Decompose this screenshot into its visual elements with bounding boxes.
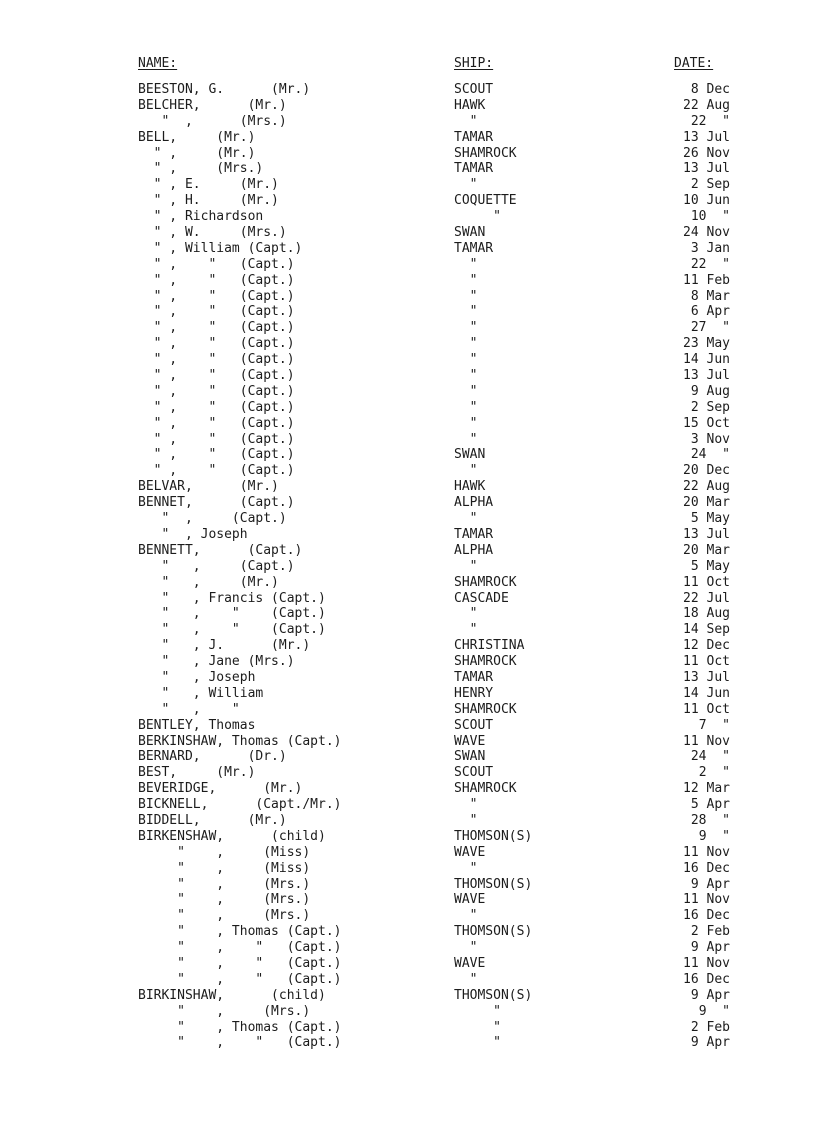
name-cell: " , (Capt.) [138, 511, 287, 527]
name-cell: " , " (Capt.) [138, 415, 295, 431]
table-row [0, 225, 816, 241]
name-cell: " , (Mr.) [138, 574, 279, 590]
date-cell: 8 Dec [690, 82, 730, 97]
date-cell: 16 Dec [683, 908, 730, 924]
date-cell: 6 Apr [690, 304, 730, 320]
table-row [0, 400, 816, 416]
table-row [0, 797, 816, 813]
date-cell: 13 Jul [683, 161, 730, 177]
table-row [0, 734, 816, 750]
ship-cell: SHAMROCK [454, 654, 517, 670]
ship-cell: CHRISTINA [454, 638, 525, 654]
table-row [0, 622, 816, 638]
ship-cell: " [454, 797, 478, 813]
date-cell: 13 Jul [683, 129, 730, 145]
name-cell: " , Richardson [138, 209, 264, 225]
table-row [0, 479, 816, 495]
date-cell: 11 Oct [683, 654, 730, 670]
ship-cell: " [454, 415, 478, 431]
name-cell: " , " (Capt.) [138, 288, 295, 304]
name-cell: " , (Mrs.) [138, 876, 311, 892]
table-row [0, 591, 816, 607]
name-cell: BELCHER, (Mr.) [138, 97, 287, 113]
name-cell: BENNETT, (Capt.) [138, 542, 303, 558]
date-cell: 22 Aug [683, 97, 730, 113]
ship-cell: " [454, 256, 478, 272]
table-row [0, 686, 816, 702]
name-cell: " , W. (Mrs.) [138, 225, 287, 241]
ship-cell: " [454, 336, 478, 352]
date-cell: 24 " [690, 447, 730, 463]
name-cell: BEVERIDGE, (Mr.) [138, 781, 303, 797]
date-cell: 15 Oct [683, 415, 730, 431]
name-cell: " , " (Capt.) [138, 447, 295, 463]
table-row [0, 432, 816, 448]
table-row [0, 638, 816, 654]
ship-cell: COQUETTE [454, 193, 517, 209]
date-cell: 11 Nov [683, 844, 730, 860]
name-cell: " , Thomas (Capt.) [138, 924, 342, 940]
date-cell: 5 Apr [690, 797, 730, 813]
ship-cell: WAVE [454, 892, 486, 908]
date-cell: 24 Nov [683, 225, 730, 241]
name-cell: BELL, (Mr.) [138, 129, 256, 145]
table-row [0, 114, 816, 130]
ship-cell: SHAMROCK [454, 574, 517, 590]
ship-cell: " [454, 606, 478, 622]
date-cell: 10 " [690, 209, 730, 225]
name-cell: " , (Mrs.) [138, 908, 311, 924]
name-cell: " , (Mrs.) [138, 113, 287, 129]
ship-cell: TAMAR [454, 161, 494, 177]
table-row [0, 765, 816, 781]
date-cell: 11 Nov [683, 892, 730, 908]
ship-cell: TAMAR [454, 526, 494, 542]
ship-cell: " [454, 304, 478, 320]
ship-cell: SCOUT [454, 717, 494, 733]
date-cell: 18 Aug [683, 606, 730, 622]
date-cell: 2 Sep [690, 399, 730, 415]
date-cell: 20 Dec [683, 463, 730, 479]
ship-cell: SWAN [454, 225, 486, 241]
ship-cell: THOMSON(S) [454, 924, 533, 940]
table-row [0, 527, 816, 543]
table-row [0, 1020, 816, 1036]
date-cell: 5 May [690, 511, 730, 527]
table-row [0, 908, 816, 924]
header-name: NAME: [138, 56, 178, 71]
table-row [0, 877, 816, 893]
ship-cell: ALPHA [454, 542, 494, 558]
name-cell: " , H. (Mr.) [138, 193, 279, 209]
name-cell: BIRKINSHAW, (child) [138, 987, 326, 1003]
table-row [0, 1035, 816, 1051]
name-cell: " , " (Capt.) [138, 940, 342, 956]
name-cell: " , Thomas (Capt.) [138, 1019, 342, 1035]
name-cell: BIDDELL, (Mr.) [138, 812, 287, 828]
ship-cell: " [454, 1003, 501, 1019]
date-cell: 11 Oct [683, 574, 730, 590]
ship-cell: SWAN [454, 749, 486, 765]
table-row [0, 972, 816, 988]
ship-cell: " [454, 1019, 501, 1035]
table-row [0, 463, 816, 479]
table-row [0, 161, 816, 177]
date-cell: 28 " [690, 812, 730, 828]
name-cell: " , " (Capt.) [138, 272, 295, 288]
name-cell: " , " (Capt.) [138, 622, 326, 638]
table-row [0, 606, 816, 622]
table-row [0, 781, 816, 797]
date-cell: 9 Apr [690, 940, 730, 956]
date-cell: 14 Jun [683, 352, 730, 368]
name-cell: " , " (Capt.) [138, 352, 295, 368]
ship-cell: " [454, 463, 478, 479]
name-cell: " , William (Capt.) [138, 240, 303, 256]
name-cell: " , " (Capt.) [138, 431, 295, 447]
name-cell: " , (Miss) [138, 860, 311, 876]
ship-cell: " [454, 558, 478, 574]
name-cell: BERNARD, (Dr.) [138, 749, 287, 765]
date-cell: 3 Jan [690, 240, 730, 256]
ship-cell: " [454, 272, 478, 288]
table-row [0, 368, 816, 384]
name-cell: " , " (Capt.) [138, 1035, 342, 1051]
date-cell: 20 Mar [683, 542, 730, 558]
ship-cell: SHAMROCK [454, 781, 517, 797]
name-cell: " , Joseph [138, 526, 248, 542]
ship-cell: SHAMROCK [454, 701, 517, 717]
date-cell: 2 " [698, 765, 730, 781]
table-row [0, 861, 816, 877]
table-row [0, 257, 816, 273]
ship-cell: ALPHA [454, 495, 494, 511]
date-cell: 24 " [690, 749, 730, 765]
ship-cell: " [454, 971, 478, 987]
ship-cell: TAMAR [454, 669, 494, 685]
date-cell: 13 Jul [683, 669, 730, 685]
name-cell: " , " [138, 701, 240, 717]
ship-cell: SWAN [454, 447, 486, 463]
date-cell: 16 Dec [683, 971, 730, 987]
ship-cell: WAVE [454, 955, 486, 971]
table-row [0, 813, 816, 829]
ship-cell: " [454, 320, 478, 336]
name-cell: " , William [138, 685, 264, 701]
ship-cell: " [454, 431, 478, 447]
table-row [0, 416, 816, 432]
date-cell: 12 Mar [683, 781, 730, 797]
date-cell: 9 " [698, 828, 730, 844]
name-cell: " , Joseph [138, 669, 256, 685]
date-cell: 27 " [690, 320, 730, 336]
name-cell: " , Jane (Mrs.) [138, 654, 295, 670]
ship-cell: " [454, 288, 478, 304]
table-row [0, 447, 816, 463]
table-row [0, 193, 816, 209]
table-row [0, 82, 816, 98]
ship-cell: " [454, 177, 478, 193]
name-cell: BICKNELL, (Capt./Mr.) [138, 797, 342, 813]
date-cell: 2 Sep [690, 177, 730, 193]
date-cell: 9 Apr [690, 1035, 730, 1051]
table-row [0, 352, 816, 368]
table-row [0, 924, 816, 940]
date-cell: 12 Dec [683, 638, 730, 654]
date-cell: 8 Mar [690, 288, 730, 304]
table-row [0, 718, 816, 734]
name-cell: " , Francis (Capt.) [138, 590, 326, 606]
date-cell: 13 Jul [683, 526, 730, 542]
date-cell: 7 " [698, 717, 730, 733]
name-cell: " , (Mrs.) [138, 161, 264, 177]
date-cell: 22 Jul [683, 590, 730, 606]
name-cell: " , " (Capt.) [138, 399, 295, 415]
date-cell: 9 Aug [690, 383, 730, 399]
ship-cell: " [454, 1035, 501, 1051]
table-row [0, 892, 816, 908]
ship-cell: THOMSON(S) [454, 876, 533, 892]
date-cell: 16 Dec [683, 860, 730, 876]
name-cell: BELVAR, (Mr.) [138, 479, 279, 495]
date-cell: 2 Feb [690, 1019, 730, 1035]
name-cell: " , " (Capt.) [138, 383, 295, 399]
date-cell: 9 Apr [690, 876, 730, 892]
ship-cell: SCOUT [454, 765, 494, 781]
date-cell: 20 Mar [683, 495, 730, 511]
date-cell: 22 " [690, 256, 730, 272]
ship-cell: " [454, 368, 478, 384]
ship-cell: CASCADE [454, 590, 509, 606]
passenger-list [0, 82, 816, 1051]
ship-cell: " [454, 352, 478, 368]
name-cell: " , (Capt.) [138, 558, 295, 574]
name-cell: BENTLEY, Thomas [138, 717, 256, 733]
table-row [0, 336, 816, 352]
table-row [0, 241, 816, 257]
date-cell: 22 Aug [683, 479, 730, 495]
ship-cell: " [454, 113, 478, 129]
name-cell: " , " (Capt.) [138, 606, 326, 622]
table-row [0, 543, 816, 559]
ship-cell: HENRY [454, 685, 494, 701]
table-row [0, 304, 816, 320]
table-row [0, 702, 816, 718]
ship-cell: " [454, 622, 478, 638]
name-cell: " , (Mr.) [138, 145, 256, 161]
table-row [0, 289, 816, 305]
table-row [0, 130, 816, 146]
date-cell: 9 Apr [690, 987, 730, 1003]
column-headers [0, 56, 816, 72]
date-cell: 5 May [690, 558, 730, 574]
ship-cell: HAWK [454, 97, 486, 113]
name-cell: " , (Miss) [138, 844, 311, 860]
date-cell: 13 Jul [683, 368, 730, 384]
table-row [0, 98, 816, 114]
name-cell: " , (Mrs.) [138, 892, 311, 908]
header-ship: SHIP: [454, 56, 494, 71]
table-row [0, 384, 816, 400]
ship-cell: " [454, 383, 478, 399]
ship-cell: THOMSON(S) [454, 828, 533, 844]
ship-cell: " [454, 209, 501, 225]
date-cell: 14 Sep [683, 622, 730, 638]
ship-cell: TAMAR [454, 129, 494, 145]
name-cell: BEESTON, G. (Mr.) [138, 82, 311, 97]
table-row [0, 654, 816, 670]
date-cell: 11 Nov [683, 955, 730, 971]
table-row [0, 749, 816, 765]
name-cell: " , " (Capt.) [138, 256, 295, 272]
name-cell: " , E. (Mr.) [138, 177, 279, 193]
name-cell: " , (Mrs.) [138, 1003, 311, 1019]
table-row [0, 1004, 816, 1020]
date-cell: 10 Jun [683, 193, 730, 209]
date-cell: 26 Nov [683, 145, 730, 161]
date-cell: 2 Feb [690, 924, 730, 940]
table-row [0, 511, 816, 527]
name-cell: BIRKENSHAW, (child) [138, 828, 326, 844]
name-cell: BENNET, (Capt.) [138, 495, 295, 511]
name-cell: " , " (Capt.) [138, 304, 295, 320]
date-cell: 11 Feb [683, 272, 730, 288]
table-row [0, 940, 816, 956]
ship-cell: TAMAR [454, 240, 494, 256]
table-row [0, 320, 816, 336]
name-cell: " , " (Capt.) [138, 320, 295, 336]
header-date: DATE: [674, 56, 714, 71]
table-row [0, 177, 816, 193]
table-row [0, 559, 816, 575]
table-row [0, 829, 816, 845]
table-row [0, 956, 816, 972]
table-row [0, 575, 816, 591]
table-row [0, 670, 816, 686]
table-row [0, 495, 816, 511]
table-row [0, 988, 816, 1004]
name-cell: " , " (Capt.) [138, 971, 342, 987]
ship-cell: " [454, 399, 478, 415]
name-cell: " , " (Capt.) [138, 463, 295, 479]
date-cell: 11 Oct [683, 701, 730, 717]
date-cell: 14 Jun [683, 685, 730, 701]
date-cell: 23 May [683, 336, 730, 352]
ship-cell: WAVE [454, 844, 486, 860]
table-row [0, 146, 816, 162]
table-row [0, 209, 816, 225]
date-cell: 22 " [690, 113, 730, 129]
name-cell: BEST, (Mr.) [138, 765, 256, 781]
ship-cell: THOMSON(S) [454, 987, 533, 1003]
ship-cell: " [454, 511, 478, 527]
ship-cell: SHAMROCK [454, 145, 517, 161]
table-row [0, 845, 816, 861]
ship-cell: " [454, 860, 478, 876]
ship-cell: " [454, 940, 478, 956]
name-cell: " , " (Capt.) [138, 336, 295, 352]
name-cell: " , " (Capt.) [138, 368, 295, 384]
ship-cell: " [454, 812, 478, 828]
table-row [0, 273, 816, 289]
ship-cell: WAVE [454, 733, 486, 749]
name-cell: BERKINSHAW, Thomas (Capt.) [138, 733, 342, 749]
date-cell: 9 " [698, 1003, 730, 1019]
date-cell: 11 Nov [683, 733, 730, 749]
name-cell: " , " (Capt.) [138, 955, 342, 971]
ship-cell: " [454, 908, 478, 924]
date-cell: 3 Nov [690, 431, 730, 447]
ship-cell: SCOUT [454, 82, 494, 97]
ship-cell: HAWK [454, 479, 486, 495]
name-cell: " , J. (Mr.) [138, 638, 311, 654]
